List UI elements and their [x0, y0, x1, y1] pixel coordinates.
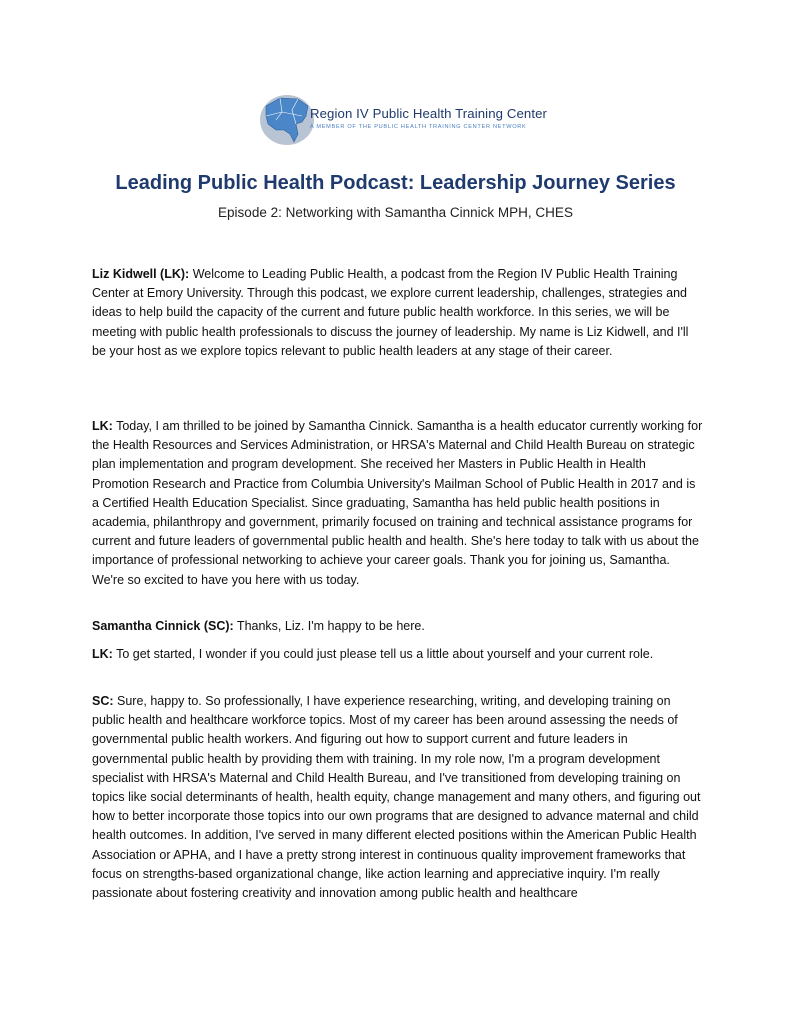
speaker-label: Liz Kidwell (LK): — [92, 267, 190, 281]
paragraph-text: Today, I am thrilled to be joined by Samantha Cinnick. Samantha is a health educator currently working for the Health Resources and Services Administration, or HRSA's Maternal and Child Health Bureau on strategic plan implementation and program development. She received her Masters in Public Health in Health Promotion Research and Practice from Columbia University's Mailman School of Public Health in 2017 and is a Certified Health Education Specialist. Since graduating, Samantha has held public health positions in academia, philanthropy and government, primarily focused on training and technical assistance programs for current and future leaders of governmental public health and health. She's here today to talk with us about the importance of professional networking to achieve your career goals. Thank you for joining us, Samantha. We're so excited to have you here with us today. — [92, 419, 703, 587]
paragraph-text: To get started, I wonder if you could just please tell us a little about yourself and your current role. — [112, 647, 654, 661]
speaker-label: Samantha Cinnick (SC): — [92, 619, 234, 633]
speaker-label: LK: — [92, 419, 113, 433]
transcript-paragraph — [92, 417, 704, 590]
episode-subtitle: Episode 2: Networking with Samantha Cinnick MPH, CHES — [218, 205, 573, 220]
logo — [258, 90, 548, 150]
logo-tagline: A MEMBER OF THE PUBLIC HEALTH TRAINING CENTER NETWORK — [310, 124, 527, 130]
paragraph-text: Thanks, Liz. I'm happy to be here. — [233, 619, 425, 633]
speaker-label: LK: — [92, 647, 113, 661]
speaker-label: SC: — [92, 694, 114, 708]
page-title: Leading Public Health Podcast: Leadership Journey Series — [115, 172, 676, 194]
logo-name: Region IV Public Health Training Center — [310, 106, 548, 121]
transcript-paragraph — [92, 645, 704, 664]
paragraph-text: Sure, happy to. So professionally, I have experience researching, writing, and developing training on public health and healthcare workforce topics. Most of my career has been around assessing the needs of governmental public health workers. And figuring out how to support current and future leaders in governmental public health by providing them with training. In my role now, I'm a program development specialist with HRSA's Maternal and Child Health Bureau, and I've transitioned from developing training on topics like social determinants of health, health equity, change management and many others, and figuring out how to better incorporate those topics into our own programs that are designed to advance maternal and child health outcomes. In addition, I've served in many different elected positions within the American Public Health Association or APHA, and I have a pretty strong interest in continuous quality improvement frameworks that focus on strengths-based organizational change, like action learning and appreciative inquiry. I'm really passionate about fostering creativity and innovation among public health and healthcare — [92, 694, 701, 901]
transcript-paragraph — [92, 265, 704, 361]
transcript-paragraph — [92, 692, 704, 903]
paragraph-text: Welcome to Leading Public Health, a podcast from the Region IV Public Health Training Center at Emory University. Through this podcast, we explore current leadership, challenges, strategies and ideas to help build the capacity of the current and future public health workforce. In this series, we will be meeting with public health professionals to discuss the journey of leadership. My name is Liz Kidwell, and I'll be your host as we explore topics relevant to public health leaders at any stage of their career. — [92, 267, 689, 358]
region-map-logo-icon — [258, 90, 316, 148]
transcript-paragraph — [92, 617, 704, 636]
